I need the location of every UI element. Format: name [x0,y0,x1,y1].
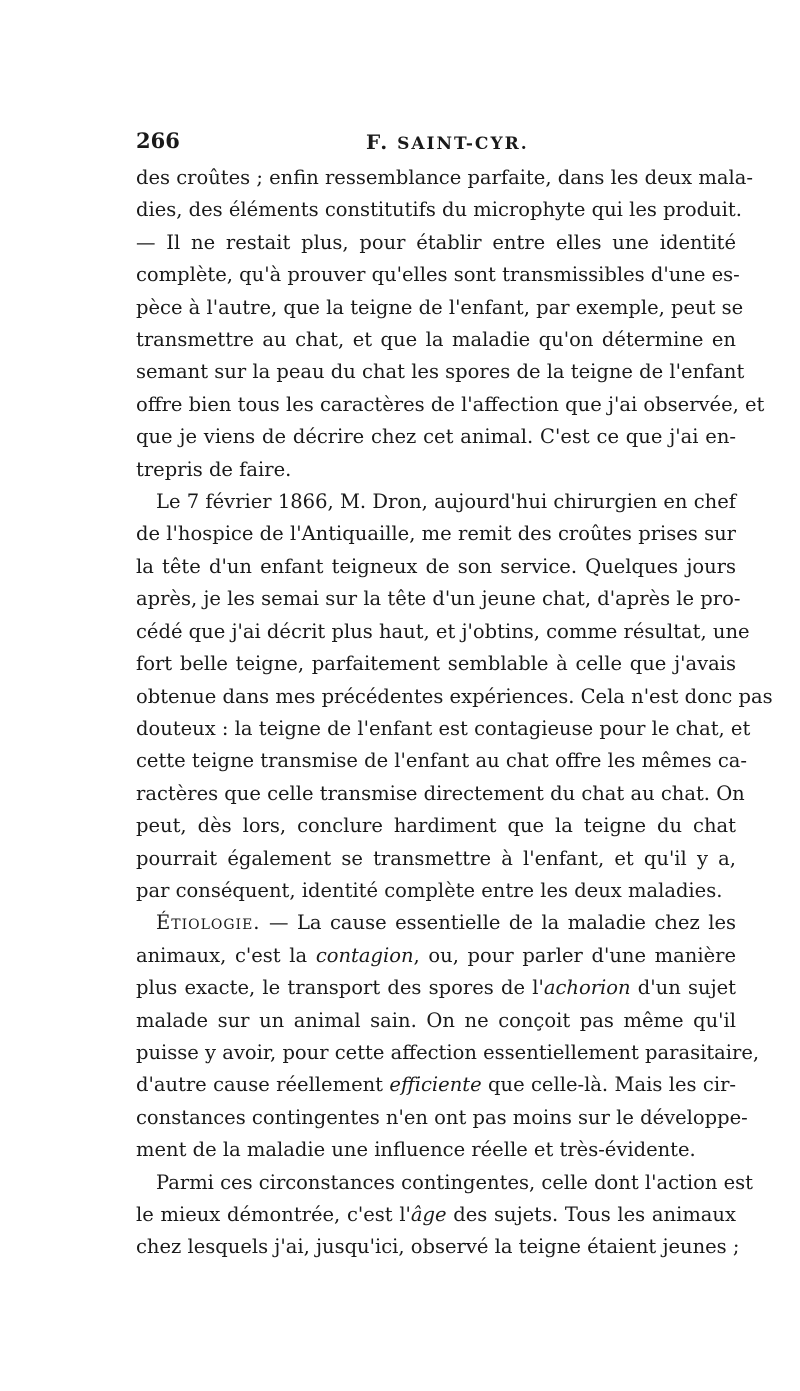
text-line: cédé que j'ai décrit plus haut, et j'obtins, comme résultat, une [136,619,750,643]
paragraph [136,162,765,486]
body-text [136,162,773,1264]
text-line: que je viens de décrire chez cet animal. C'est ce que j'ai en- [136,425,736,449]
text-line: peut, dès lors, conclure hardiment que la teigne du chat [136,814,736,838]
text-line: ment de la maladie une influence réelle et très-évidente. [136,1138,696,1162]
text-line: complète, qu'à prouver qu'elles sont transmissibles d'une es- [136,263,740,287]
text-line: ractères que celle transmise directement du chat au chat. On [136,781,745,805]
book-page [136,128,773,1264]
running-title: F. SAINT-CYR. [366,130,529,154]
text-line: par conséquent, identité complète entre les deux maladies. [136,878,723,902]
text-line: d'autre cause réellement efficiente que celle-là. Mais les cir- [136,1073,736,1097]
page-header [136,128,736,162]
text-line: douteux : la teigne de l'enfant est contagieuse pour le chat, et [136,716,751,740]
text-line: offre bien tous les caractères de l'affection que j'ai observée, et [136,392,765,416]
paragraph [136,907,760,1166]
text-line: plus exacte, le transport des spores de l'achorion d'un sujet [136,976,736,1000]
text-line: malade sur un animal sain. On ne conçoit pas même qu'il [136,1008,736,1032]
text-line: de l'hospice de l'Antiquaille, me remit des croûtes prises sur [136,522,736,546]
text-line: transmettre au chat, et que la maladie qu'on détermine en [136,328,736,352]
text-line: le mieux démontrée, c'est l'âge des sujets. Tous les animaux [136,1203,736,1226]
text-line: dies, des éléments constitutifs du microphyte qui les produit. [136,198,742,222]
text-line: semant sur la peau du chat les spores de la teigne de l'enfant [136,360,745,384]
text-line: chez lesquels j'ai, jusqu'ici, observé la teigne étaient jeunes ; [136,1235,740,1259]
text-line: obtenue dans mes précédentes expériences. Cela n'est donc pas [136,684,773,708]
page-number: 266 [136,128,180,153]
text-line: la tête d'un enfant teigneux de son service. Quelques jours [136,554,736,578]
text-line: trepris de faire. [136,457,292,481]
text-line: des croûtes ; enfin ressemblance parfaite, dans les deux mala- [136,166,753,189]
paragraph [136,486,773,907]
text-line: Le 7 février 1866, M. Dron, aujourd'hui chirurgien en chef [156,490,736,514]
text-line: Parmi ces circonstances contingentes, celle dont l'action est [156,1170,753,1194]
text-line: après, je les semai sur la tête d'un jeune chat, d'après le pro- [136,587,741,611]
text-line: Étiologie. — La cause essentielle de la maladie chez les [156,911,736,935]
section-heading: Étiologie. [156,911,261,935]
paragraph [136,1167,753,1264]
text-line: constances contingentes n'en ont pas moins sur le développe- [136,1105,748,1129]
text-line: pourrait également se transmettre à l'enfant, et qu'il y a, [136,846,736,870]
text-line: animaux, c'est la contagion, ou, pour parler d'une manière [136,943,736,967]
text-line: pèce à l'autre, que la teigne de l'enfant, par exemple, peut se [136,295,744,319]
text-line: — Il ne restait plus, pour établir entre elles une identité [136,230,736,254]
text-line: fort belle teigne, parfaitement semblable à celle que j'avais [136,652,736,676]
text-line: puisse y avoir, pour cette affection essentiellement parasitaire, [136,1040,760,1064]
text-line: cette teigne transmise de l'enfant au chat offre les mêmes ca- [136,749,748,773]
